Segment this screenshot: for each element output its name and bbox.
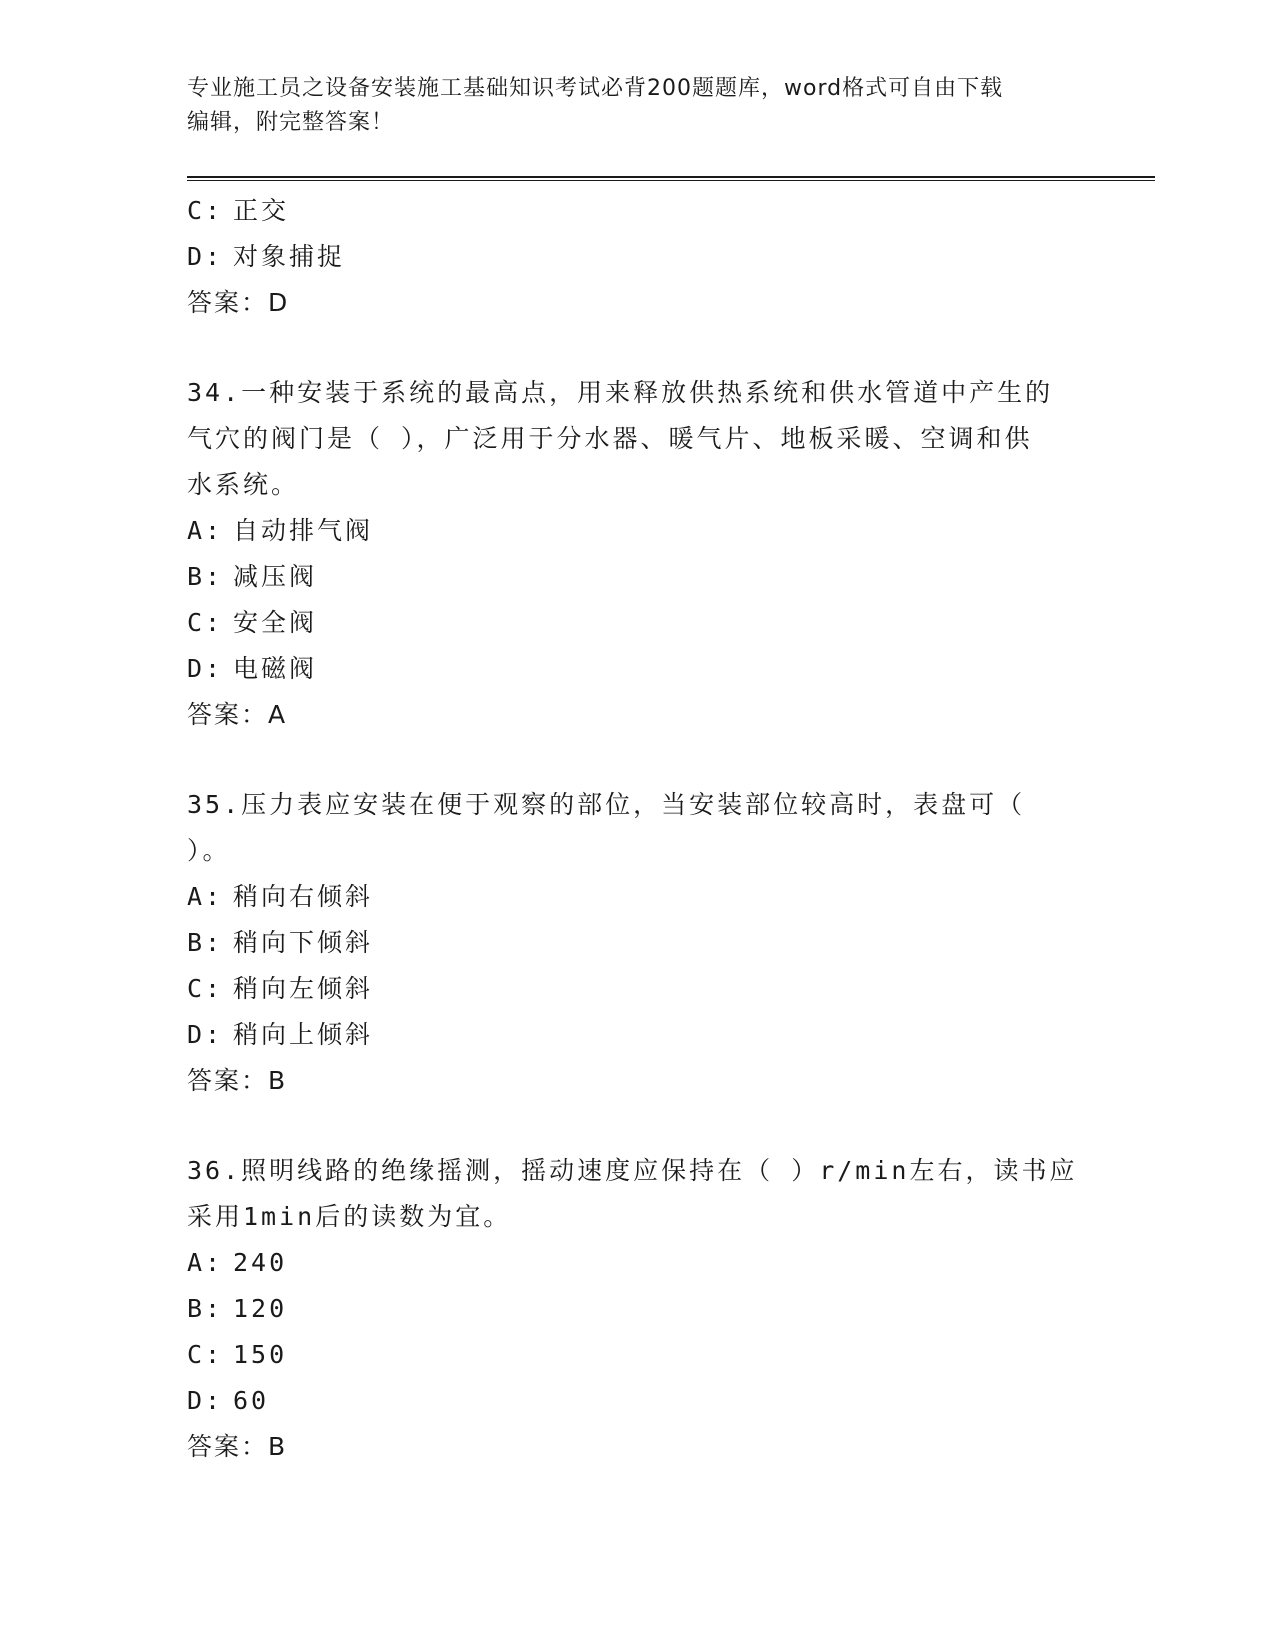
option-line — [187, 508, 1087, 554]
option-letter: C: — [187, 1340, 224, 1369]
answer-line: 答案：D — [187, 288, 290, 317]
question-stem-line: 采用1min后的读数为宜。 — [187, 1202, 512, 1231]
option-letter: C: — [187, 196, 224, 225]
option-letter: A: — [187, 882, 224, 911]
question-stem-line: 水系统。 — [187, 470, 300, 499]
answer-line: 答案：B — [187, 1066, 288, 1095]
option-letter: D: — [187, 242, 224, 271]
answer-line: 答案：B — [187, 1432, 288, 1461]
option-text: 减压阀 — [233, 562, 318, 591]
question-gap — [187, 1104, 1087, 1148]
option-letter: B: — [187, 1294, 224, 1323]
option-text: 安全阀 — [233, 608, 318, 637]
option-line — [187, 600, 1087, 646]
option-letter: C: — [187, 974, 224, 1003]
header-divider — [187, 176, 1155, 181]
option-line — [187, 966, 1087, 1012]
answer-line: 答案：A — [187, 700, 288, 729]
question-gap — [187, 326, 1087, 370]
question-content — [187, 188, 1087, 1470]
option-letter: C: — [187, 608, 224, 637]
option-text: 正交 — [233, 196, 290, 225]
option-letter: D: — [187, 1020, 224, 1049]
header-title-line-1: 专业施工员之设备安装施工基础知识考试必背200题题库，word格式可自由下载 — [187, 76, 1004, 101]
option-line — [187, 188, 1087, 234]
option-text: 稍向左倾斜 — [233, 974, 374, 1003]
option-letter: D: — [187, 654, 224, 683]
option-line — [187, 1378, 1087, 1424]
option-text: 稍向下倾斜 — [233, 928, 374, 957]
option-letter: B: — [187, 562, 224, 591]
question-stem-line: 34.一种安装于系统的最高点，用来释放供热系统和供水管道中产生的 — [187, 378, 1054, 407]
option-text: 120 — [233, 1294, 288, 1323]
header-title-line-2: 编辑，附完整答案！ — [187, 110, 395, 135]
option-line — [187, 1332, 1087, 1378]
option-letter: A: — [187, 516, 224, 545]
option-line — [187, 1012, 1087, 1058]
option-line — [187, 920, 1087, 966]
option-line — [187, 646, 1087, 692]
option-text: 电磁阀 — [233, 654, 318, 683]
question-stem-line: 35.压力表应安装在便于观察的部位，当安装部位较高时，表盘可（ — [187, 790, 1026, 819]
option-letter: D: — [187, 1386, 224, 1415]
option-letter: B: — [187, 928, 224, 957]
question-stem-line: 36.照明线路的绝缘摇测，摇动速度应保持在（ ）r/min左右，读书应 — [187, 1156, 1078, 1185]
page-header — [187, 72, 1067, 140]
option-text: 60 — [233, 1386, 270, 1415]
option-line — [187, 1240, 1087, 1286]
option-line — [187, 1286, 1087, 1332]
option-text: 对象捕捉 — [233, 242, 346, 271]
option-text: 自动排气阀 — [233, 516, 374, 545]
option-text: 稍向右倾斜 — [233, 882, 374, 911]
option-letter: A: — [187, 1248, 224, 1277]
question-stem-line: ）。 — [187, 836, 231, 865]
option-line — [187, 874, 1087, 920]
question-gap — [187, 738, 1087, 782]
question-stem-line: 气穴的阀门是（ ），广泛用于分水器、暖气片、地板采暖、空调和供 — [187, 424, 1033, 453]
option-text: 240 — [233, 1248, 288, 1277]
option-text: 稍向上倾斜 — [233, 1020, 374, 1049]
option-line — [187, 234, 1087, 280]
option-text: 150 — [233, 1340, 288, 1369]
option-line — [187, 554, 1087, 600]
